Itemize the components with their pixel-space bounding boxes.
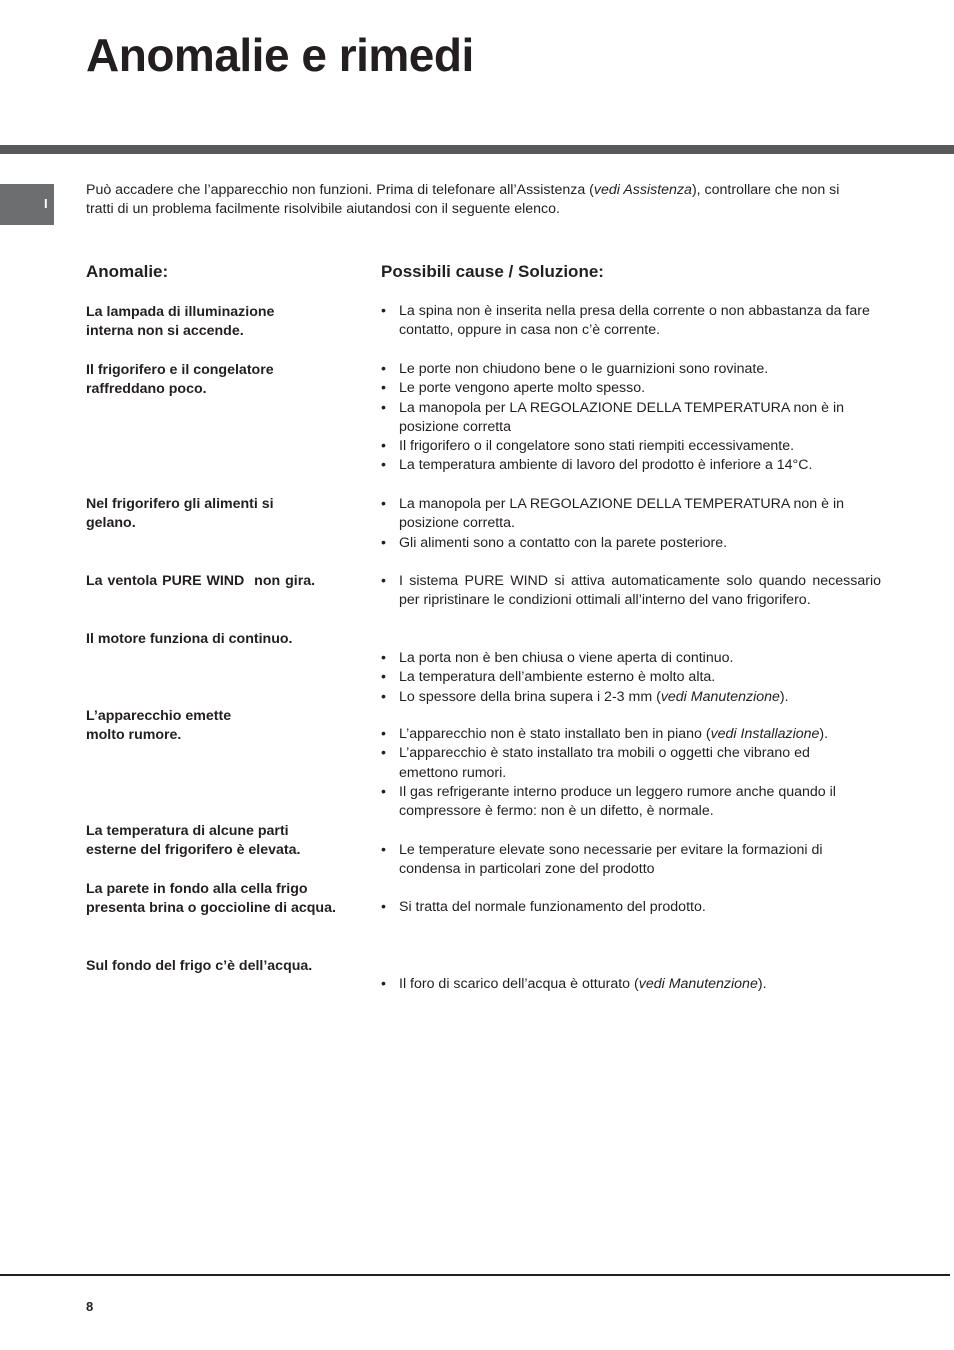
intro-text-1: Può accadere che l’apparecchio non funzioni. Prima di telefonare all’Assistenza (: [86, 182, 594, 198]
solution-item: • Il frigorifero o il congelatore sono stati riempiti eccessivamente.: [381, 437, 881, 456]
solution-item: • Il gas refrigerante interno produce un leggero rumore anche quando il compressore è fermo: non è un difetto, è normale.: [381, 783, 881, 822]
solutions-noise: [381, 725, 881, 821]
problem-external-temperature: La temperatura di alcune parti esterne del frigorifero è elevata.: [86, 823, 301, 859]
problem-frost: La parete in fondo alla cella frigo presenta brina o goccioline di acqua.: [86, 881, 336, 917]
solution-item: • La spina non è inserita nella presa della corrente o non abbastanza da fare contatto, oppure in casa non c’è corrente.: [381, 302, 881, 341]
intro-paragraph: [86, 181, 866, 220]
solutions-freezing: [381, 495, 881, 553]
language-tab-label: I: [44, 196, 48, 211]
solution-item: • Gli alimenti sono a contatto con la parete posteriore.: [381, 534, 881, 553]
intro-text-2: ), controllare che non si tratti di un problema facilmente risolvibile aiutandosi con il seguente elenco.: [86, 182, 840, 218]
solution-item: • La manopola per LA REGOLAZIONE DELLA TEMPERATURA non è in posizione corretta.: [381, 495, 881, 534]
solutions-water: [381, 975, 881, 994]
problem-motor: Il motore funziona di continuo.: [86, 631, 293, 647]
solution-text: Lo spessore della brina supera i 2-3 mm (: [399, 688, 661, 705]
page-title: Anomalie e rimedi: [86, 29, 474, 81]
solutions-motor: [381, 649, 881, 707]
solution-item: [381, 688, 881, 707]
solution-text: L’apparecchio non è stato installato ben in piano (: [399, 726, 711, 742]
problem-noise: L’apparecchio emette molto rumore.: [86, 708, 232, 744]
footer-divider: [0, 1274, 950, 1276]
solution-text: ).: [779, 688, 789, 705]
header-divider: [0, 145, 954, 154]
solution-text: ).: [819, 726, 829, 742]
solution-text: Il foro di scarico dell’acqua è otturato (: [399, 976, 639, 992]
solutions-fan: [381, 572, 881, 611]
solutions-lamp: [381, 302, 881, 341]
problem-lamp: La lampada di illuminazione interna non si accende.: [86, 304, 275, 340]
problem-fan: La ventola PURE WIND non gira.: [86, 573, 316, 589]
solution-item: • Le porte vengono aperte molto spesso.: [381, 379, 881, 398]
problem-freezing: Nel frigorifero gli alimenti si gelano.: [86, 496, 274, 532]
page-number: 8: [86, 1299, 94, 1314]
problem-cooling: Il frigorifero e il congelatore raffreddano poco.: [86, 362, 274, 398]
problem-water: Sul fondo del frigo c’è dell’acqua.: [86, 958, 313, 974]
solution-reference: vedi Installazione: [710, 726, 820, 742]
solutions-cooling: [381, 360, 881, 476]
solution-item: • Le temperature elevate sono necessarie per evitare la formazioni di condensa in particolari zone del prodotto: [381, 841, 881, 880]
solution-item: • La temperatura ambiente di lavoro del prodotto è inferiore a 14°C.: [381, 456, 881, 475]
solution-item: • La manopola per LA REGOLAZIONE DELLA TEMPERATURA non è in posizione corretta: [381, 399, 881, 438]
solution-reference: vedi Manutenzione: [638, 976, 758, 992]
solution-item: • La porta non è ben chiusa o viene aperta di continuo.: [381, 649, 881, 668]
intro-reference: vedi Assistenza: [593, 182, 692, 198]
solutions-heading: Possibili cause / Soluzione:: [381, 262, 604, 281]
solution-item: [381, 975, 881, 994]
solution-reference: vedi Manutenzione: [660, 688, 780, 705]
solution-item: • La temperatura dell’ambiente esterno è molto alta.: [381, 668, 881, 687]
solution-item: [381, 725, 881, 744]
solutions-frost: [381, 898, 881, 917]
language-tab: [0, 184, 54, 225]
solution-item: • Le porte non chiudono bene o le guarnizioni sono rovinate.: [381, 360, 881, 379]
problems-heading: Anomalie:: [86, 262, 169, 281]
solution-text: ).: [757, 976, 767, 992]
solution-item: • Si tratta del normale funzionamento del prodotto.: [381, 898, 881, 917]
solutions-external-temperature: [381, 841, 881, 880]
solution-item: • I sistema PURE WIND si attiva automaticamente solo quando necessario per ripristinare le condizioni ottimali all’interno del vano frigorifero.: [381, 572, 881, 611]
solution-item: • L’apparecchio è stato installato tra mobili o oggetti che vibrano ed emettono rumori.: [381, 744, 881, 783]
